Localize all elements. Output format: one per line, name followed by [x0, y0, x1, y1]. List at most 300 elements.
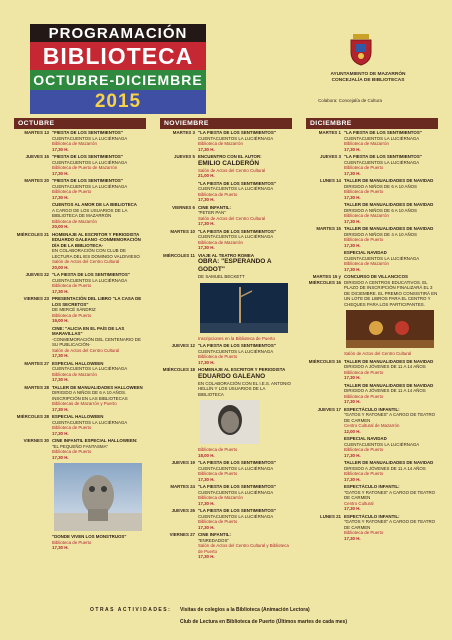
event-details: [344, 274, 438, 307]
event-title: TALLER DE MANUALIDADES DE NAVIDAD: [344, 226, 434, 231]
event-date: JUEVES 19: [171, 460, 195, 465]
event-details: [198, 447, 292, 458]
event-subtitle: DIRIGIDO A NIÑOS DE 6 A 10 AÑOS: [344, 207, 417, 213]
event-title: "FIESTA DE LOS SENTIMIENTOS": [52, 130, 123, 135]
event-subtitle: DE SAMUEL BECKETT: [198, 274, 245, 279]
event-details: [344, 484, 438, 512]
event-subtitle: DIRIGIDO A JÓVENES DE 11 A 14 AÑOS: [344, 465, 426, 471]
event-subtitle: CUENTACUENTOS LA LUCIÉRNAGA: [52, 183, 128, 189]
column-header-november: NOVIEMBRE: [160, 118, 292, 129]
event-place: Biblioteca de Mazarrón: [198, 495, 243, 500]
event-subtitle: CUENTACUENTOS LA LUCIÉRNAGA: [344, 135, 420, 141]
event-date: VIERNES 23: [23, 296, 49, 301]
event-title: TALLER DE MANUALIDADES DE NAVIDAD: [344, 202, 434, 207]
event-place: Biblioteca de Mazarrón: [52, 218, 97, 224]
event-item: [306, 358, 438, 382]
event-place: Biblioteca de Mazarrón: [344, 141, 389, 146]
event-details: [52, 272, 146, 294]
event-date: MARTES 28: [24, 384, 49, 390]
event-date: MIÉRCOLES 11: [163, 252, 195, 258]
event-subtitle: "ENREDADOS": [198, 537, 229, 543]
event-time: 17,30 H.: [52, 454, 69, 460]
event-title: PRESENTACIÓN DEL LIBRO "LA CASA DE LOS SECRETOS": [52, 296, 142, 307]
event-subtitle: "GATOS Y RATONES" A CARGO DE TEATRO DE CARMEN: [344, 489, 436, 500]
event-time: 17,30 H.: [344, 399, 361, 404]
event-time: 17,30 H.: [344, 170, 361, 176]
event-subtitle: EN COLABORACIÓN CON EL I.E.S. ANTONIO HELLÍN Y LOS USUARIOS DE LA BIBLIOTECA: [198, 380, 291, 397]
event-subtitle: DE MERCÉ SÁNDRIZ: [52, 307, 96, 312]
event-title: ESPECIAL NAVIDAD: [344, 250, 387, 255]
event-place: Centro Cultural de Mazarrón: [344, 423, 400, 428]
event-item: [160, 459, 292, 483]
event-time: 17,30 H.: [52, 377, 69, 382]
event-time: 20,00 H.: [52, 264, 69, 270]
event-date: [306, 460, 344, 482]
event-time: 17,30 H.: [198, 524, 215, 530]
footer: [0, 598, 452, 640]
caption-time: 17,30 H.: [52, 545, 69, 550]
event-title: "FIESTA DE LOS SENTIMIENTOS": [52, 154, 123, 159]
org-line-1: AYUNTAMIENTO DE MAZARRÓN: [330, 72, 406, 77]
column-header-october: OCTUBRE: [14, 118, 146, 129]
event-subtitle: CUENTACUENTOS LA LUCIÉRNAGA: [52, 366, 128, 371]
event-details: [52, 154, 146, 176]
event-title: CINE INFANTIL:: [198, 532, 231, 537]
event-subtitle: "GATOS Y RATONES" A CARGO DE TEATRO DE CARMEN: [344, 412, 436, 423]
october-events: [14, 129, 146, 461]
collaboration: Colabora: Concejalía de Cultura: [318, 98, 383, 103]
event-place: Biblioteca de Puerto: [52, 189, 92, 194]
event-subtitle: CUENTACUENTOS LA LUCIÉRNAGA: [344, 441, 420, 447]
event-time: 12,00 H.: [344, 428, 361, 434]
event-details: [52, 232, 146, 271]
event-title: "LA FIESTA DE LOS SENTIMIENTOS": [344, 154, 422, 159]
event-place: Biblioteca de Puerto: [198, 191, 238, 197]
event-title: ESPECIAL HALLOWEEN: [52, 360, 104, 366]
event-time: 17,30 H.: [198, 245, 215, 250]
event-title: CINE: "ALICIA EN EL PAÍS DE LAS MARAVILLAS": [52, 325, 125, 336]
event-subtitle: "GATOS Y RATONES" A CARGO DE TEATRO DE CARMEN: [344, 519, 436, 530]
event-date: VIERNES 27: [169, 532, 195, 537]
event-date: MARTES 1: [318, 130, 341, 135]
event-details: [198, 154, 292, 179]
event-item: [306, 129, 438, 153]
event-date: MARTES 20: [24, 178, 49, 183]
event-title: TALLER DE MANUALIDADES DE NAVIDAD: [344, 358, 434, 364]
event-details: [52, 326, 146, 359]
event-title: CINE INFANTIL:: [198, 204, 231, 210]
event-time: 17,30 H.: [52, 406, 69, 412]
event-place: Biblioteca de Puerto: [198, 519, 238, 524]
column-october: [14, 118, 146, 593]
event-details: [198, 205, 292, 227]
event-item: [306, 435, 438, 459]
event-place: Salón de Actos del Centro Cultural y Biblioteca de Puerto: [198, 543, 289, 554]
event-item: [160, 342, 292, 366]
event-time: 18,00 H.: [198, 452, 215, 458]
event-place: Biblioteca de Puerto: [344, 530, 384, 535]
event-details: [52, 178, 146, 200]
event-time: 17,30 H.: [198, 554, 215, 559]
event-item: [306, 249, 438, 273]
event-title: TALLER DE MANUALIDADES DE NAVIDAD: [344, 178, 434, 183]
event-place: Biblioteca de Puerto: [52, 283, 92, 288]
footer-line-2: Club de Lectura en Biblioteca de Puerto (Últimos martes de cada mes): [180, 619, 347, 625]
event-details: [198, 181, 292, 203]
caption-place: Biblioteca de Puerto: [52, 539, 92, 545]
event-place: Salón de Actos del Centro Cultural: [52, 259, 120, 264]
event-item: [14, 271, 146, 295]
monster-sculpture-icon: [54, 463, 142, 531]
event-title: HOMENAJE AL ESCRITOR Y PERIODISTA: [198, 367, 286, 372]
event-details: [52, 414, 146, 436]
event-date: MARTES 13: [24, 130, 49, 135]
monster-sculpture-image: [54, 463, 142, 531]
event-title: TALLER DE MANUALIDADES DE NAVIDAD: [344, 382, 434, 388]
event-time: 17,30 H.: [52, 353, 69, 358]
event-place: Biblioteca de Mazarrón: [344, 261, 389, 266]
event-details: [344, 460, 438, 482]
event-title: CINE INFANTIL ESPECIAL HALLOWEEN:: [52, 438, 138, 443]
event-date: MARTES 15: [316, 226, 341, 231]
event-place: Biblioteca de Mazarrón: [52, 141, 97, 146]
event-item: [306, 513, 438, 543]
event-subtitle: DIRIGIDO A CENTROS EDUCATIVOS. EL PLAZO DE INSCRIPCIÓN FINALIZARÁ EL 3 DE DICIEMBRE. EL PREMIO CONSISTIRÁ EN UN LOTE DE LIBROS PARA EL CENTRO Y CHEQUES PARA LOS PARTICIPANTES.: [344, 279, 438, 307]
poster-header: [0, 0, 452, 118]
event-item: [306, 483, 438, 513]
event-time: 17,30 H.: [52, 170, 69, 176]
event-subtitle: DIRIGIDO A JÓVENES DE 11 A 14 AÑOS: [344, 388, 426, 393]
event-details: [52, 202, 146, 230]
event-title: ENCUENTRO CON EL AUTOR:: [198, 154, 262, 159]
november-events-3: [160, 446, 292, 561]
event-subtitle: DIRIGIDO A NIÑOS DE 6 A 10 AÑOS: [344, 183, 417, 189]
event-item: [160, 153, 292, 180]
event-details: [344, 178, 438, 200]
event-date: JUEVES 5: [174, 154, 195, 159]
column-header-december: DICIEMBRE: [306, 118, 438, 129]
event-item: [306, 153, 438, 177]
event-item: [14, 153, 146, 177]
event-title: VIAJE AL TEATRO ROMEA: [198, 252, 255, 258]
december-events-2: [306, 358, 438, 543]
event-time: 17,30 H.: [52, 194, 69, 200]
event-details: [198, 460, 292, 482]
event-details: [344, 436, 438, 458]
event-details: [344, 154, 438, 176]
event-subtitle: CUENTACUENTOS LA LUCIÉRNAGA: [344, 159, 420, 165]
november-events-2: [160, 342, 292, 398]
event-place: Biblioteca de Puerto: [344, 447, 384, 452]
event-title: "LA FIESTA DE LOS SENTIMIENTOS": [344, 130, 422, 135]
caption-place: Salón de Actos del Centro Cultural: [344, 351, 412, 356]
december-caption: [306, 350, 438, 358]
event-item: [306, 382, 438, 406]
event-title: "LA FIESTA DE LOS SENTIMIENTOS": [198, 130, 276, 135]
event-item: [306, 406, 438, 436]
event-details: [344, 130, 438, 152]
theatre-scene-icon: [200, 283, 288, 333]
event-date: [14, 202, 52, 230]
event-subtitle: CUENTACUENTOS LA LUCIÉRNAGA: [52, 419, 128, 425]
event-details: [198, 253, 292, 280]
event-title: CONCURSO DE VILLANCICOS: [344, 274, 408, 279]
december-events: [306, 129, 438, 308]
galeano-portrait: [200, 400, 260, 444]
event-place: Biblioteca de Puerto: [52, 425, 92, 430]
event-details: [198, 343, 292, 365]
event-title: "LA FIESTA DE LOS SENTIMIENTOS": [198, 343, 276, 348]
event-title: "LA FIESTA DE LOS SENTIMIENTOS": [198, 484, 276, 489]
event-item: [306, 225, 438, 249]
event-item: [14, 295, 146, 325]
event-details: [344, 250, 438, 272]
event-date: JUEVES 26: [171, 508, 195, 513]
event-subtitle: CUENTACUENTOS LA LUCIÉRNAGA: [344, 255, 420, 261]
event-title: TALLER DE MANUALIDADES HALLOWEEN: [52, 384, 143, 390]
event-time: 17,30 H.: [344, 476, 361, 482]
event-details: [344, 226, 438, 248]
event-date: JUEVES 17: [317, 406, 341, 412]
event-date: [306, 484, 344, 512]
event-place: Biblioteca de Mazarrón: [198, 239, 243, 245]
event-item: [14, 129, 146, 153]
event-item: [14, 437, 146, 461]
event-details: [344, 359, 438, 381]
event-date: VIERNES 30: [23, 438, 49, 443]
november-caption: [160, 335, 292, 343]
event-details: [198, 532, 292, 560]
event-subtitle: CUENTACUENTOS LA LUCIÉRNAGA: [198, 465, 274, 471]
event-place: Biblioteca de Puerto: [52, 312, 92, 318]
event-details: [344, 514, 438, 542]
event-item: [14, 360, 146, 384]
event-subtitle: CUENTACUENTOS LA LUCIÉRNAGA: [198, 234, 274, 239]
event-details: [198, 130, 292, 152]
event-highlight: OBRA: "ESPERANDO A GODOT": [198, 258, 272, 273]
event-title: "LA FIESTA DE LOS SENTIMIENTOS": [198, 508, 276, 513]
footer-label: OTRAS ACTIVIDADES:: [90, 607, 172, 613]
event-place: Biblioteca de Mazarrón: [198, 141, 243, 146]
event-item: [160, 366, 292, 398]
event-subtitle: "EL PEQUEÑO FANTASMA": [52, 443, 109, 449]
event-title: ESPECTÁCULO INFANTIL:: [344, 406, 400, 412]
event-details: [52, 361, 146, 383]
event-item: [160, 507, 292, 531]
event-time: 17,30 H.: [52, 288, 69, 294]
event-item: [14, 325, 146, 360]
event-item: [14, 413, 146, 437]
event-subtitle: CUENTACUENTOS LA LUCIÉRNAGA: [198, 135, 274, 141]
event-date: MARTES 10: [170, 228, 195, 234]
event-place: Biblioteca de Puerto: [344, 369, 384, 375]
event-item: [160, 252, 292, 281]
event-subtitle: "PETER PAN": [198, 210, 226, 215]
event-title: HOMENAJE AL ESCRITOR Y PERIODISTA EDUARDO GALEANO -CONMEMORACIÓN DÍA DE LA BIBLIOTECA-: [52, 231, 141, 248]
portrait-icon: [200, 400, 260, 444]
event-place: Salón de Actos del Centro Cultural: [198, 167, 266, 173]
event-time: 17,30 H.: [344, 375, 361, 380]
event-date: [14, 326, 52, 359]
event-item: [160, 228, 292, 252]
caption-place: Inscripciones en la Biblioteca de Puerto: [198, 335, 275, 341]
event-item: [14, 177, 146, 201]
event-title: "LA FIESTA DE LOS SENTIMIENTOS": [198, 460, 276, 465]
event-item: [306, 273, 438, 308]
title-period: OCTUBRE-DICIEMBRE: [30, 70, 206, 90]
title-programacion: PROGRAMACIÓN: [30, 24, 206, 42]
event-subtitle: DIRIGIDO A JÓVENES DE 11 A 14 AÑOS: [344, 364, 426, 369]
event-subtitle: CUENTACUENTOS LA LUCIÉRNAGA: [52, 159, 128, 165]
event-date: MARTES 24: [170, 484, 195, 489]
event-date: MARTES 15 y MIÉRCOLES 16: [308, 274, 341, 285]
event-details: [198, 367, 292, 397]
event-time: 17,30 H.: [52, 146, 69, 152]
event-place: Biblioteca de Puerto: [344, 471, 384, 476]
event-date: [306, 202, 344, 224]
event-place: Biblioteca de Puerto: [198, 447, 238, 452]
event-date: [306, 250, 344, 272]
nativity-image: [346, 310, 434, 348]
event-title: "LA FIESTA DE LOS SENTIMIENTOS": [52, 272, 130, 277]
event-place: Biblioteca de Puerto: [52, 449, 92, 454]
event-time: 17,30 H.: [344, 535, 361, 541]
event-title: ESPECIAL HALLOWEEN: [52, 414, 104, 419]
event-subtitle: -CONMEMORACIÓN DEL CENTENARIO DE SU PUBLICACIÓN-: [52, 336, 141, 347]
event-subtitle: CUENTACUENTOS LA LUCIÉRNAGA: [52, 277, 128, 283]
event-item: [160, 531, 292, 561]
event-date: LUNES 21: [320, 513, 341, 519]
event-subtitle: CUENTACUENTOS LA LUCIÉRNAGA: [198, 489, 274, 495]
event-time: 17,30 H.: [344, 218, 361, 224]
event-item: [14, 231, 146, 272]
event-place: Biblioteca de Mazarrón: [52, 371, 97, 377]
event-details: [198, 484, 292, 506]
event-item: [14, 384, 146, 414]
event-place: Biblioteca de Puerto: [344, 393, 384, 399]
column-december: [306, 118, 438, 593]
event-time: 17,30 H.: [344, 146, 361, 152]
event-title: ESPECIAL NAVIDAD: [344, 436, 387, 441]
event-title: "FIESTA DE LOS SENTIMIENTOS": [52, 178, 123, 183]
event-time: 17,30 H.: [198, 500, 215, 506]
event-subtitle: DIRIGIDO A NIÑOS DE 4 A 10 AÑOS: [344, 231, 417, 237]
event-time: 17,30 H.: [344, 506, 361, 511]
event-date: MARTES 27: [24, 360, 49, 366]
event-item: [160, 446, 292, 459]
event-title: "LA FIESTA DE LOS SENTIMIENTOS": [198, 228, 276, 234]
event-time: 20,00 H.: [52, 224, 69, 229]
event-details: [198, 229, 292, 251]
event-time: 17,30 H.: [344, 452, 361, 458]
theatre-image: [200, 283, 288, 333]
event-place: Salón de Actos del Centro Cultural: [52, 347, 120, 353]
event-subtitle: A CARGO DE LOS USUARIOS DE LA BIBLIOTECA DE MAZARRÓN: [52, 207, 128, 218]
event-date: MIÉRCOLES 18: [162, 367, 195, 372]
event-date: JUEVES 22: [25, 272, 49, 277]
event-place: Biblioteca de Puerto: [198, 354, 238, 359]
event-time: 17,30 H.: [198, 359, 215, 365]
event-place: Centro Cultural: [344, 500, 374, 506]
event-date: MARTES 3: [172, 130, 195, 135]
event-details: [344, 383, 438, 405]
event-time: 17,30 H.: [52, 430, 69, 436]
event-subtitle: CUENTACUENTOS LA LUCIÉRNAGA: [198, 348, 274, 354]
event-title: "LA FIESTA DE LOS SENTIMIENTOS": [198, 180, 276, 186]
event-details: [344, 202, 438, 224]
event-date: JUEVES 15: [25, 154, 49, 159]
event-date: [306, 436, 344, 458]
column-november: [160, 118, 292, 593]
event-date: VIERNES 6: [172, 204, 195, 210]
event-subtitle: CUENTACUENTOS LA LUCIÉRNAGA: [52, 135, 128, 141]
event-place: Biblioteca de Puerto: [198, 471, 238, 476]
event-place: Biblioteca de Puerto: [344, 189, 384, 194]
event-subtitle: DIRIGIDO A NIÑOS DE 6 A 10 AÑOS. INSCRIPCIÓN EN LAS BIBLIOTECAS: [52, 390, 128, 401]
title-biblioteca: BIBLIOTECA: [30, 42, 206, 70]
event-details: [52, 385, 146, 413]
event-time: 17,30 H.: [198, 221, 215, 226]
event-details: [52, 296, 146, 324]
event-date: MIÉRCOLES 28: [16, 414, 49, 419]
event-time: 17,30 H.: [344, 266, 361, 272]
event-date: JUEVES 12: [171, 343, 195, 348]
event-subtitle: EN COLABORACIÓN CON CLUB DE LECTURA DEL IES DOMINGO VALDIVIESO: [52, 248, 140, 259]
event-time: 19,00 H.: [52, 318, 69, 323]
event-item: [14, 201, 146, 231]
event-item: [306, 201, 438, 225]
event-place: Biblioteca de Mazarrón: [344, 213, 389, 218]
organization: [318, 72, 418, 84]
event-time: 21,00 H.: [198, 173, 215, 178]
event-time: 17,30 H.: [198, 146, 215, 152]
event-date: [160, 447, 198, 458]
org-line-2: CONCEJALÍA DE BIBLIOTECAS: [331, 78, 405, 83]
event-time: 17,30 H.: [198, 197, 215, 202]
event-details: [344, 407, 438, 435]
event-details: [52, 438, 146, 460]
event-item: [160, 180, 292, 204]
event-subtitle: CUENTACUENTOS LA LUCIÉRNAGA: [198, 513, 274, 519]
event-place: Biblioteca de Puerto de Mazarrón: [52, 165, 118, 170]
event-highlight: EMILIO CALDERÓN: [198, 159, 260, 167]
event-date: MIÉRCOLES 16: [308, 358, 341, 364]
event-time: 17,30 H.: [198, 476, 215, 482]
event-item: [306, 459, 438, 483]
event-item: [306, 177, 438, 201]
event-details: [198, 508, 292, 530]
event-highlight: EDUARDO GALEANO: [198, 372, 266, 380]
coat-of-arms-icon: [348, 34, 374, 66]
event-place: Biblioteca de Puerto: [344, 237, 384, 242]
event-place: Biblioteca de Puerto: [344, 165, 384, 170]
event-time: 17,30 H.: [344, 194, 361, 200]
event-time: 17,30 H.: [344, 242, 361, 248]
caption-title: "DONDE VIVEN LOS MONSTRUOS": [52, 534, 127, 539]
event-details: [52, 130, 146, 152]
event-item: [160, 129, 292, 153]
november-events: [160, 129, 292, 281]
nativity-scene-icon: [346, 310, 434, 348]
event-subtitle: CUENTACUENTOS LA LUCIÉRNAGA: [198, 186, 274, 191]
footer-line-1: Visitas de colegios a la Biblioteca (Animación Lectora): [180, 607, 310, 613]
event-date: [306, 383, 344, 405]
event-place: Bibliotecas de Mazarrón y Puerto: [52, 401, 117, 406]
event-title: ESPECTÁCULO INFANTIL:: [344, 484, 400, 489]
event-title: TALLER DE MANUALIDADES DE NAVIDAD: [344, 460, 434, 465]
event-date: [160, 181, 198, 203]
event-item: [160, 483, 292, 507]
